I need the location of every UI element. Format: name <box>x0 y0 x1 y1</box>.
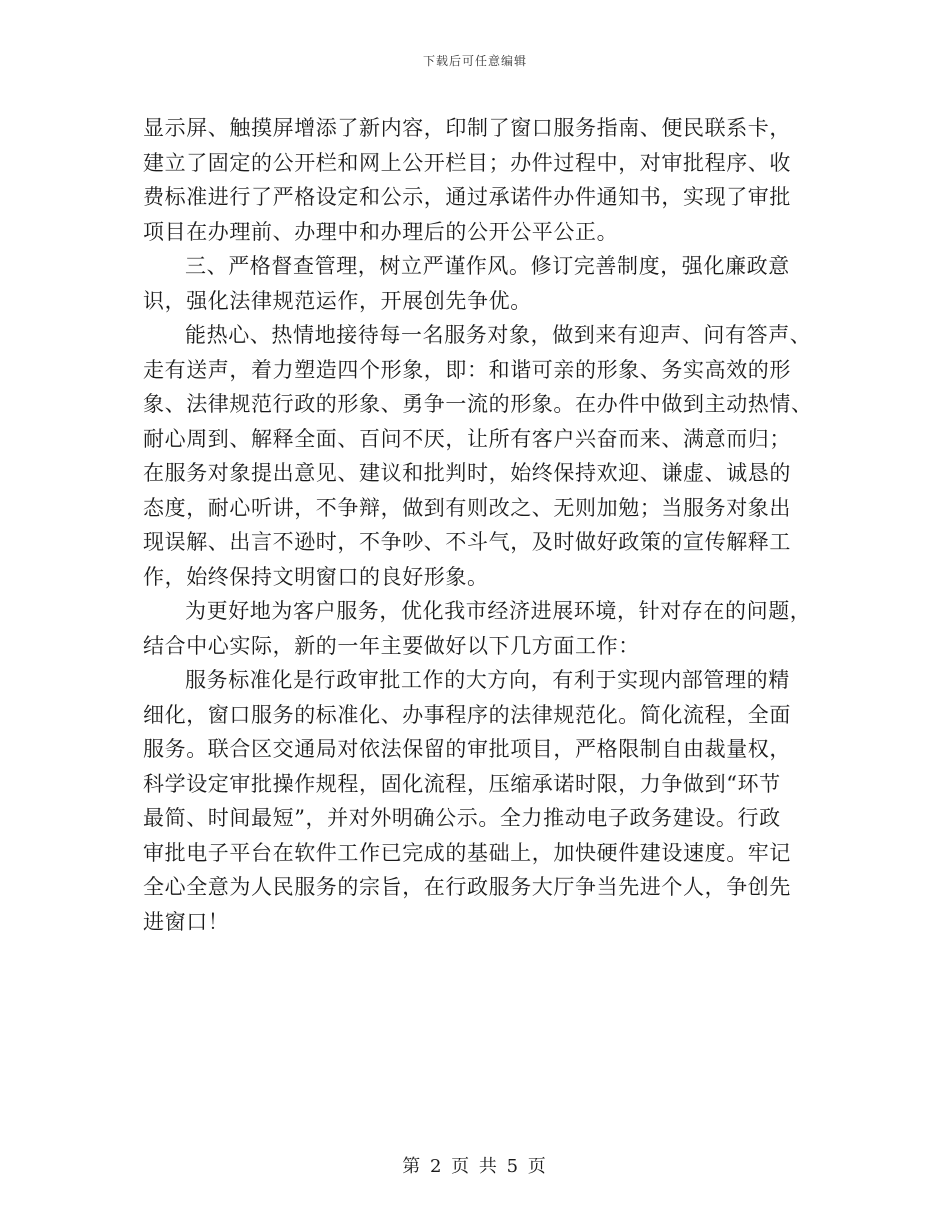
text-line: 细化，窗口服务的标准化、办事程序的法律规范化。简化流程，全面 <box>143 702 791 727</box>
text-line: 态度，耐心听讲，不争辩，做到有则改之、无则加勉；当服务对象出 <box>143 495 791 520</box>
text-line: 在服务对象提出意见、建议和批判时，始终保持欢迎、谦虚、诚恳的 <box>143 461 791 485</box>
text-line: 结合中心实际，新的一年主要做好以下几方面工作： <box>143 633 640 658</box>
text-line: 现误解、出言不逊时，不争吵、不斗气，及时做好政策的宣传解释工 <box>143 530 791 554</box>
text-line: 走有送声，着力塑造四个形象，即：和谐可亲的形象、务实高效的形 <box>143 357 791 382</box>
text-line: 象、法律规范行政的形象、勇争一流的形象。在办件中做到主动热情、 <box>143 392 813 416</box>
text-line: 项目在办理前、办理中和办理后的公开公平公正。 <box>143 219 619 244</box>
text-line: 耐心周到、解释全面、百问不厌，让所有客户兴奋而来、满意而归； <box>143 426 791 451</box>
text-line: 建立了固定的公开栏和网上公开栏目；办件过程中，对审批程序、收 <box>143 150 791 175</box>
text-line: 三、严格督查管理，树立严谨作风。修订完善制度，强化廉政意 <box>185 254 790 278</box>
document-body <box>143 111 811 939</box>
text-line: 审批电子平台在软件工作已完成的基础上，加快硬件建设速度。牢记 <box>143 840 791 865</box>
text-line: 作，始终保持文明窗口的良好形象。 <box>143 564 489 589</box>
page-number-footer: 第 2 页 共 5 页 <box>402 1156 548 1177</box>
text-line: 费标准进行了严格设定和公示，通过承诺件办件通知书，实现了审批 <box>143 185 791 209</box>
text-line: 能热心、热情地接待每一名服务对象，做到来有迎声、问有答声、 <box>185 323 812 347</box>
text-line: 最简、时间最短”，并对外明确公示。全力推动电子政务建设。行政 <box>143 806 781 830</box>
text-line: 进窗口！ <box>143 909 230 934</box>
text-line: 识，强化法律规范运作，开展创先争优。 <box>143 288 532 313</box>
text-line: 服务。联合区交通局对依法保留的审批项目，严格限制自由裁量权， <box>143 737 791 761</box>
text-line: 为更好地为客户服务，优化我市经济进展环境，针对存在的问题， <box>185 599 812 623</box>
text-line: 全心全意为人民服务的宗旨，在行政服务大厅争当先进个人，争创先 <box>143 875 791 899</box>
page-header: 下载后可任意编辑 <box>422 54 527 68</box>
text-line: 显示屏、触摸屏增添了新内容，印制了窗口服务指南、便民联系卡， <box>143 116 791 140</box>
text-line: 服务标准化是行政审批工作的大方向，有利于实现内部管理的精 <box>185 668 790 692</box>
text-line: 科学设定审批操作规程，固化流程，压缩承诺时限，力争做到“环节 <box>143 771 781 796</box>
